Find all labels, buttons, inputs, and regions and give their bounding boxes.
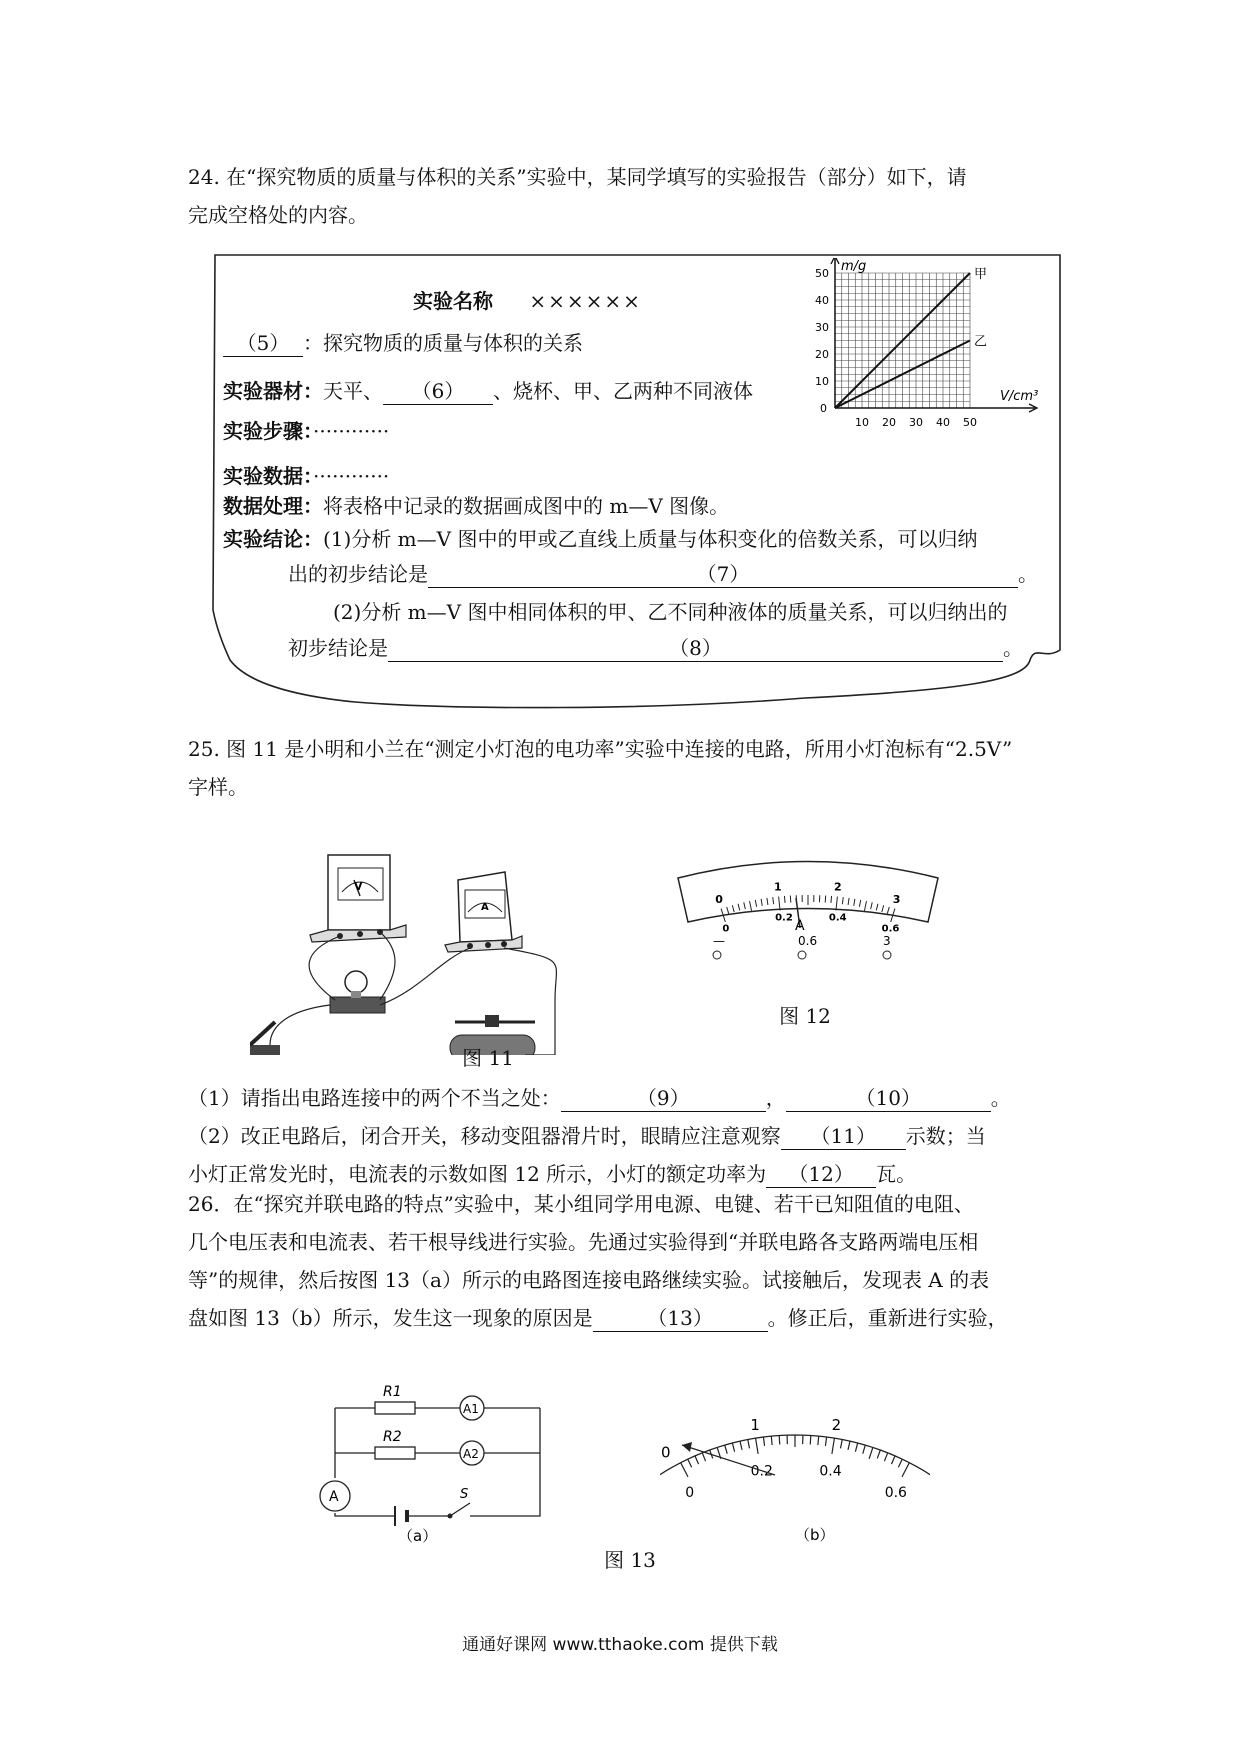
dial-unit: A (795, 918, 805, 934)
dial-tick (702, 1453, 705, 1461)
dial-labels (661, 1416, 907, 1501)
label-a1: A1 (463, 1402, 479, 1416)
subcaption-a: （a） (398, 1527, 438, 1543)
dial-tick (748, 1439, 750, 1448)
dial-face (678, 862, 938, 923)
resistor-r2 (375, 1447, 415, 1459)
q25-stem (188, 730, 1068, 806)
fig11-caption: 图 11 (462, 1046, 514, 1070)
chart-ylabel: m/g (841, 259, 867, 274)
terminal-post (883, 951, 891, 959)
dial-lower-label: 0.4 (828, 912, 847, 924)
report-title-value: ×××××× (529, 289, 642, 313)
q26-line4-post: 。修正后，重新进行实验， (767, 1306, 1008, 1330)
c1-line2-pre: 出的初步结论是 (288, 562, 428, 586)
c2-period: 。 (1003, 636, 1023, 660)
y-tick-label: 40 (815, 294, 829, 307)
report-steps (223, 415, 389, 444)
terminal-label: 0.6 (798, 934, 818, 948)
blank-5[interactable]: （5） (223, 330, 303, 357)
dial-tick (810, 1436, 811, 1445)
terminal-post (798, 951, 806, 959)
q25-answer-1 (188, 1079, 1068, 1117)
dial-tick (832, 1438, 835, 1454)
q24-line2: 完成空格处的内容。 (188, 203, 368, 227)
dial-tick (825, 1437, 826, 1446)
series-label: 甲 (974, 267, 988, 282)
q26-line2: 几个电压表和电流表、若干根导线进行实验。先通过实验得到“并联电路各支路两端电压相 (188, 1230, 979, 1254)
figure-11 (250, 800, 650, 1055)
dial-lower-label: 0.2 (750, 1463, 773, 1480)
dial-lower-label: 0.6 (884, 1485, 907, 1502)
ammeter-letter: A (481, 902, 489, 913)
dial-terminals (713, 934, 891, 959)
dial-tick (877, 1450, 880, 1458)
q25-answer-2 (188, 1117, 1068, 1155)
blank-6[interactable]: （6） (383, 378, 493, 405)
q25-period: 。 (990, 1086, 1011, 1110)
fig13-caption: 图 13 (604, 1548, 656, 1572)
label-s: S (460, 1487, 469, 1502)
dial-lower-label: 0 (685, 1485, 695, 1502)
figure-13a (310, 1378, 560, 1543)
dial-zero-label: 0 (661, 1443, 671, 1462)
processing-text: 将表格中记录的数据画成图中的 m—V 图像。 (323, 494, 730, 518)
mv-chart (815, 258, 1060, 483)
dial-tick (779, 1436, 780, 1445)
blank-7[interactable]: （7） (428, 561, 1018, 588)
subcaption-b: （b） (795, 1526, 835, 1544)
dial-tick (891, 1456, 895, 1464)
report-data (223, 460, 389, 489)
figure-13b (660, 1385, 930, 1545)
dial-upper-label: 2 (834, 880, 842, 894)
report-purpose (223, 327, 583, 357)
x-tick-label: 20 (882, 416, 896, 429)
voltmeter (310, 855, 406, 942)
dial-tick (695, 1456, 699, 1464)
steps-value: ············ (313, 419, 390, 443)
dial-tick (725, 1445, 728, 1454)
dial-tick (818, 1436, 819, 1445)
dial-tick (841, 1439, 843, 1448)
q24-stem (188, 158, 1068, 234)
y-tick-label: 50 (815, 267, 829, 280)
equipment-post: 、烧杯、甲、乙两种不同液体 (493, 379, 753, 403)
terminal-post (713, 951, 721, 959)
q25-p2-text: （2）改正电路后，闭合开关，移动变阻器滑片时，眼睛应注意观察 (188, 1124, 781, 1148)
dial-tick (688, 1459, 692, 1467)
y-tick-label: 10 (815, 375, 829, 388)
q24-line1: 24. 在“探究物质的质量与体积的关系”实验中，某同学填写的实验报告（部分）如下，请 (188, 165, 967, 189)
terminal-label: 3 (883, 934, 891, 948)
q25-p1-text: （1）请指出电路连接中的两个不当之处： (188, 1086, 561, 1110)
dial-needle (682, 1445, 775, 1475)
c1-line1: (1)分析 m—V 图中的甲或乙直线上质量与体积变化的倍数关系，可以归纳 (323, 527, 978, 551)
c2-line2-pre: 初步结论是 (288, 636, 388, 660)
equipment-label: 实验器材： (223, 379, 323, 403)
q25-p2-post: 示数；当 (905, 1124, 986, 1148)
fig12-caption: 图 12 (779, 1004, 831, 1028)
voltmeter-letter: V (354, 880, 363, 893)
label-r1: R1 (383, 1384, 402, 1400)
q26-line4-pre: 盘如图 13（b）所示，发生这一现象的原因是 (188, 1306, 593, 1330)
q25-p3-text: 小灯正常发光时，电流表的示数如图 12 所示，小灯的额定功率为 (188, 1162, 767, 1186)
dial-tick (898, 1459, 902, 1467)
blank-10[interactable]: （10） (786, 1085, 991, 1112)
q26-line4 (188, 1299, 1068, 1337)
label-r2: R2 (383, 1429, 402, 1445)
dial-tick (763, 1437, 764, 1446)
equipment-pre: 天平、 (323, 379, 383, 403)
x-tick-label: 50 (963, 416, 977, 429)
label-a2: A2 (463, 1447, 479, 1461)
dial-tick (902, 1463, 909, 1477)
dial-tick (848, 1441, 850, 1450)
x-tick-label: 40 (936, 416, 950, 429)
lamp (330, 971, 385, 1013)
dial-lower-label: 0.4 (819, 1463, 842, 1480)
report-equipment (223, 375, 753, 405)
dial-tick (869, 1447, 873, 1458)
dial-upper-label: 0 (715, 892, 723, 906)
q26-line3: 等”的规律，然后按图 13（a）所示的电路图连接电路继续实验。试接触后，发现表 A 的表 (188, 1268, 990, 1292)
dial-tick (681, 1463, 688, 1477)
blank-11[interactable]: （11） (781, 1123, 906, 1150)
dial-tick (784, 896, 785, 903)
dial-tick (863, 1445, 866, 1454)
series-label: 乙 (974, 334, 988, 350)
report-title-label: 实验名称 (413, 289, 493, 313)
steps-label: 实验步骤： (223, 419, 313, 443)
data-value: ············ (313, 464, 390, 488)
dial-lower-label: 0 (722, 923, 730, 935)
dial-tick (884, 1453, 887, 1461)
dial-tick (831, 896, 832, 903)
terminal-label: — (713, 934, 725, 948)
c1-period: 。 (1018, 562, 1038, 586)
blank-8[interactable]: （8） (388, 635, 1003, 662)
purpose-text: ：探究物质的质量与体积的关系 (303, 331, 583, 355)
dial-lower-label: 0.6 (881, 923, 900, 935)
dial-upper-label: 2 (831, 1416, 842, 1435)
processing-label: 数据处理： (223, 494, 323, 518)
dial-lower-label: 0.2 (775, 912, 793, 924)
q26-line1: 26．在“探究并联电路的特点”实验中，某小组同学用电源、电键、若干已知阻值的电阻、 (188, 1192, 974, 1216)
dial-tick (756, 1438, 759, 1454)
y-tick-label: 30 (815, 321, 829, 334)
dial-ticks (660, 1435, 930, 1483)
blank-13[interactable]: （13） (593, 1305, 768, 1332)
report-conclusion-1 (223, 523, 977, 552)
blank-12[interactable]: （12） (766, 1161, 876, 1188)
dial-tick (855, 1443, 857, 1452)
switch (250, 1022, 280, 1055)
y-tick-label: 20 (815, 348, 829, 361)
c2-line1: (2)分析 m—V 图中相同体积的甲、乙不同种液体的质量关系，可以归纳出的 (333, 600, 1008, 624)
report-conclusion-2b (288, 632, 1023, 662)
resistor-r1 (375, 1402, 415, 1414)
q26-stem (188, 1185, 1068, 1337)
dial-upper-label: 1 (773, 880, 782, 894)
report-title (413, 285, 642, 314)
x-tick-label: 10 (855, 416, 869, 429)
dial-tick (732, 1443, 734, 1452)
label-a: A (329, 1489, 339, 1505)
footer: 通通好课网 www.tthaoke.com 提供下载 (462, 1635, 778, 1655)
blank-9[interactable]: （9） (561, 1085, 766, 1112)
q25-line1: 25. 图 11 是小明和小兰在“测定小灯泡的电功率”实验中连接的电路，所用小灯泡标有“2.5V” (188, 737, 1013, 761)
report-processing (223, 490, 729, 519)
dial-upper-label: 3 (892, 892, 901, 906)
conclusion-label: 实验结论： (223, 527, 323, 551)
ammeter (445, 872, 522, 952)
chart-series (835, 267, 987, 408)
dial-tick (771, 1436, 772, 1445)
dial-tick (740, 1441, 742, 1450)
chart-xlabel: V/cm³ (1000, 389, 1039, 404)
report-conclusion-1b (288, 558, 1038, 588)
dial-upper-label: 1 (750, 1416, 760, 1435)
needle-tip (682, 1442, 692, 1452)
q25-line2: 字样。 (188, 775, 248, 799)
q25-comma: ， (765, 1086, 786, 1110)
q25-p3-post: 瓦。 (876, 1162, 917, 1186)
report-conclusion-2 (333, 596, 1007, 625)
x-tick-label: 30 (909, 416, 923, 429)
data-label: 实验数据： (223, 464, 313, 488)
figure-12 (668, 850, 948, 960)
switch-s (450, 1503, 470, 1516)
origin-label: 0 (820, 402, 827, 415)
q25-answers (188, 1079, 1068, 1193)
